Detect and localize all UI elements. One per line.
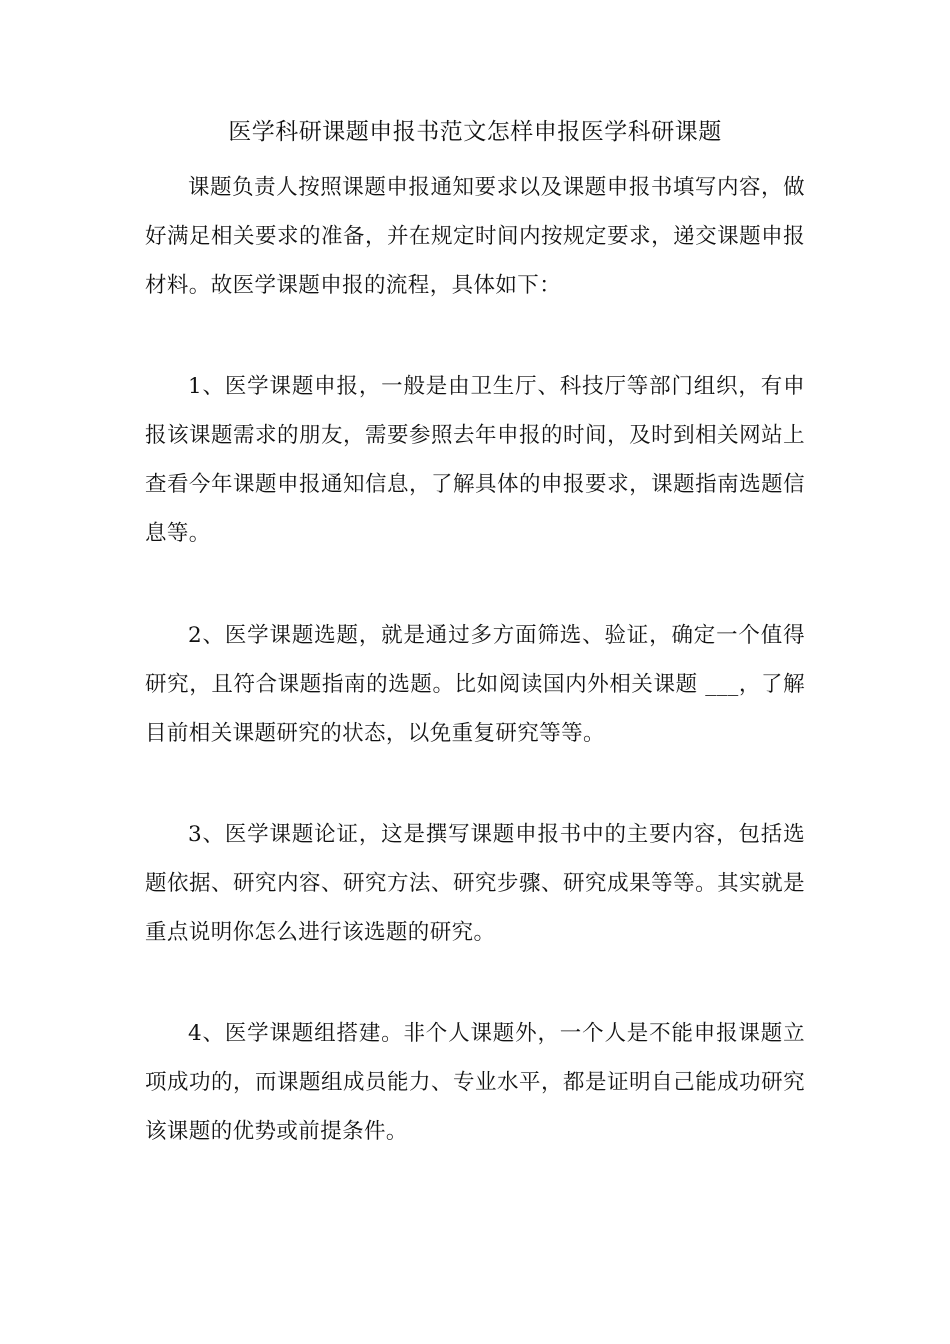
step-3-paragraph: 3、医学课题论证，这是撰写课题申报书中的主要内容，包括选题依据、研究内容、研究方法、研究步骤、研究成果等等。其实就是重点说明你怎么进行该选题的研究。 (145, 822, 805, 945)
step-4-paragraph: 4、医学课题组搭建。非个人课题外，一个人是不能申报课题立项成功的，而课题组成员能力、专业水平，都是证明自己能成功研究该课题的优势或前提条件。 (145, 1021, 805, 1144)
step-1-paragraph: 1、医学课题申报，一般是由卫生厅、科技厅等部门组织，有申报该课题需求的朋友，需要参照去年申报的时间，及时到相关网站上查看今年课题申报通知信息，了解具体的申报要求，课题指南选题信息等。 (145, 374, 805, 546)
document-title: 医学科研课题申报书范文怎样申报医学科研课题 (228, 119, 722, 145)
step-2-paragraph: 2、医学课题选题，就是通过多方面筛选、验证，确定一个值得研究，且符合课题指南的选题。比如阅读国内外相关课题 ___，了解目前相关课题研究的状态，以免重复研究等等。 (145, 623, 805, 746)
intro-paragraph: 课题负责人按照课题申报通知要求以及课题申报书填写内容，做好满足相关要求的准备，并在规定时间内按规定要求，递交课题申报材料。故医学课题申报的流程，具体如下： (145, 175, 805, 298)
